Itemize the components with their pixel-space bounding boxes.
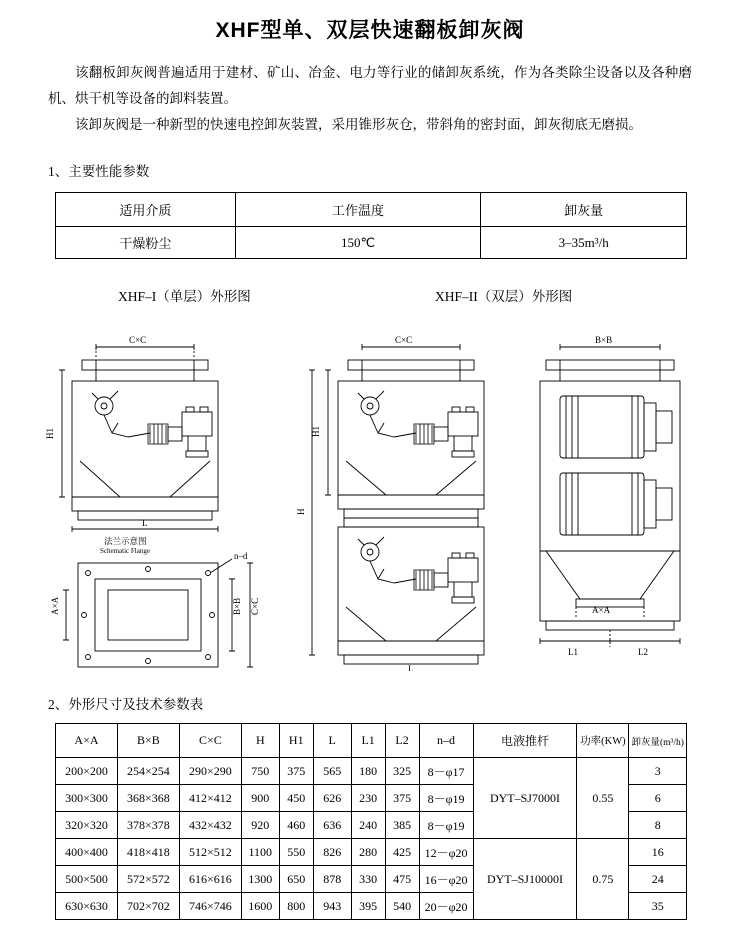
cell-h: 920 [241,812,279,839]
cell-h1: 800 [279,893,313,920]
dims-header-bxb: B×B [117,724,179,758]
section-heading-2: 2、外形尺寸及技术参数表 [48,697,204,712]
spec-header-temperature: 工作温度 [235,193,481,227]
cell-actuator-group-2: DYT–SJ10000I [473,839,577,920]
cell-h: 1300 [241,866,279,893]
cell-bxb: 572×572 [117,866,179,893]
cell-l2: 425 [385,839,419,866]
dims-header-power: 功率(KW) [577,724,629,758]
svg-text:Schematic Flange: Schematic Flange [100,547,150,555]
dims-header-cxc: C×C [179,724,241,758]
cell-axa: 320×320 [56,812,118,839]
document-page [0,14,740,926]
page-title: XHF型单、双层快速翻板卸灰阀 [215,19,525,42]
dims-header-capacity: 卸灰量(m³/h) [629,724,687,758]
cell-h: 750 [241,758,279,785]
cell-power-group-1: 0.55 [577,758,629,839]
cell-nd: 12－φ20 [419,839,473,866]
cell-h1: 460 [279,812,313,839]
table-row [56,839,687,866]
cell-h1: 550 [279,839,313,866]
cell-nd: 16－φ20 [419,866,473,893]
cell-h1: 650 [279,866,313,893]
cell-actuator-group-1: DYT–SJ7000I [473,758,577,839]
drawing-svg [0,311,740,671]
dims-header-actuator: 电液推杆 [473,724,577,758]
intro-paragraph-1: 该翻板卸灰阀普遍适用于建材、矿山、冶金、电力等行业的储卸灰系统，作为各类除尘设备以及各种磨机、烘干机等设备的卸料装置。 [48,65,692,106]
spec-value-medium: 干燥粉尘 [56,227,236,259]
svg-text:L: L [408,664,414,671]
svg-text:L1: L1 [568,647,578,657]
cell-l1: 280 [351,839,385,866]
cell-l1: 240 [351,812,385,839]
cell-l: 636 [313,812,351,839]
dimensions-table [55,723,687,920]
cell-nd: 8－φ17 [419,758,473,785]
cell-l: 878 [313,866,351,893]
svg-text:H1: H1 [45,428,55,439]
section-heading-1: 1、主要性能参数 [48,164,150,179]
svg-text:L2: L2 [638,647,648,657]
dims-header-h: H [241,724,279,758]
svg-text:n–d: n–d [234,551,248,561]
table-row [56,227,687,259]
spec-value-temperature: 150℃ [235,227,481,259]
svg-text:B×B: B×B [595,335,613,345]
cell-bxb: 418×418 [117,839,179,866]
cell-h: 1100 [241,839,279,866]
cell-nd: 8－φ19 [419,785,473,812]
cell-l1: 330 [351,866,385,893]
cell-nd: 20－φ20 [419,893,473,920]
cell-l: 565 [313,758,351,785]
cell-capacity: 8 [629,812,687,839]
cell-h1: 450 [279,785,313,812]
spec-table [55,192,687,259]
cell-h: 900 [241,785,279,812]
cell-bxb: 254×254 [117,758,179,785]
cell-h1: 375 [279,758,313,785]
cell-capacity: 35 [629,893,687,920]
cell-cxc: 746×746 [179,893,241,920]
cell-capacity: 16 [629,839,687,866]
dims-header-h1: H1 [279,724,313,758]
cell-cxc: 432×432 [179,812,241,839]
cell-bxb: 368×368 [117,785,179,812]
spec-header-medium: 适用介质 [56,193,236,227]
spec-value-capacity: 3–35m³/h [481,227,687,259]
cell-cxc: 412×412 [179,785,241,812]
table-header-row [56,724,687,758]
cell-nd: 8－φ19 [419,812,473,839]
cell-capacity: 3 [629,758,687,785]
svg-text:A×A: A×A [592,605,611,615]
cell-cxc: 616×616 [179,866,241,893]
intro-paragraph-2: 该卸灰阀是一种新型的快速电控卸灰装置，采用锥形灰仓，带斜角的密封面，卸灰彻底无磨损。 [75,117,642,132]
svg-text:C×C: C×C [129,335,147,345]
cell-bxb: 702×702 [117,893,179,920]
cell-capacity: 6 [629,785,687,812]
cell-l: 626 [313,785,351,812]
cell-l2: 475 [385,866,419,893]
cell-l2: 325 [385,758,419,785]
figure-caption-double-layer: XHF–II（双层）外形图 [435,289,573,304]
cell-l1: 230 [351,785,385,812]
cell-l2: 385 [385,812,419,839]
cell-axa: 500×500 [56,866,118,893]
table-header-row [56,193,687,227]
cell-l: 826 [313,839,351,866]
cell-axa: 300×300 [56,785,118,812]
svg-text:C×C: C×C [250,597,260,615]
cell-l1: 395 [351,893,385,920]
svg-text:法兰示意图: 法兰示意图 [104,536,147,546]
table-row [56,758,687,785]
cell-h: 1600 [241,893,279,920]
cell-axa: 200×200 [56,758,118,785]
svg-text:C×C: C×C [395,335,413,345]
cell-l1: 180 [351,758,385,785]
dims-header-l: L [313,724,351,758]
cell-bxb: 378×378 [117,812,179,839]
cell-l2: 375 [385,785,419,812]
dims-header-axa: A×A [56,724,118,758]
svg-text:B×B: B×B [232,597,242,615]
svg-text:A×A: A×A [50,596,60,615]
cell-axa: 400×400 [56,839,118,866]
cell-l2: 540 [385,893,419,920]
figure-caption-single-layer: XHF–I（单层）外形图 [118,289,251,304]
cell-power-group-2: 0.75 [577,839,629,920]
spec-header-capacity: 卸灰量 [481,193,687,227]
cell-cxc: 512×512 [179,839,241,866]
cell-capacity: 24 [629,866,687,893]
figure-captions [0,285,740,307]
cell-l: 943 [313,893,351,920]
svg-text:H: H [296,508,306,515]
svg-text:H1: H1 [311,426,321,437]
cell-cxc: 290×290 [179,758,241,785]
dims-header-l2: L2 [385,724,419,758]
dims-header-l1: L1 [351,724,385,758]
svg-text:L: L [142,518,148,528]
cell-axa: 630×630 [56,893,118,920]
technical-drawings [0,311,740,671]
dims-header-nd: n–d [419,724,473,758]
